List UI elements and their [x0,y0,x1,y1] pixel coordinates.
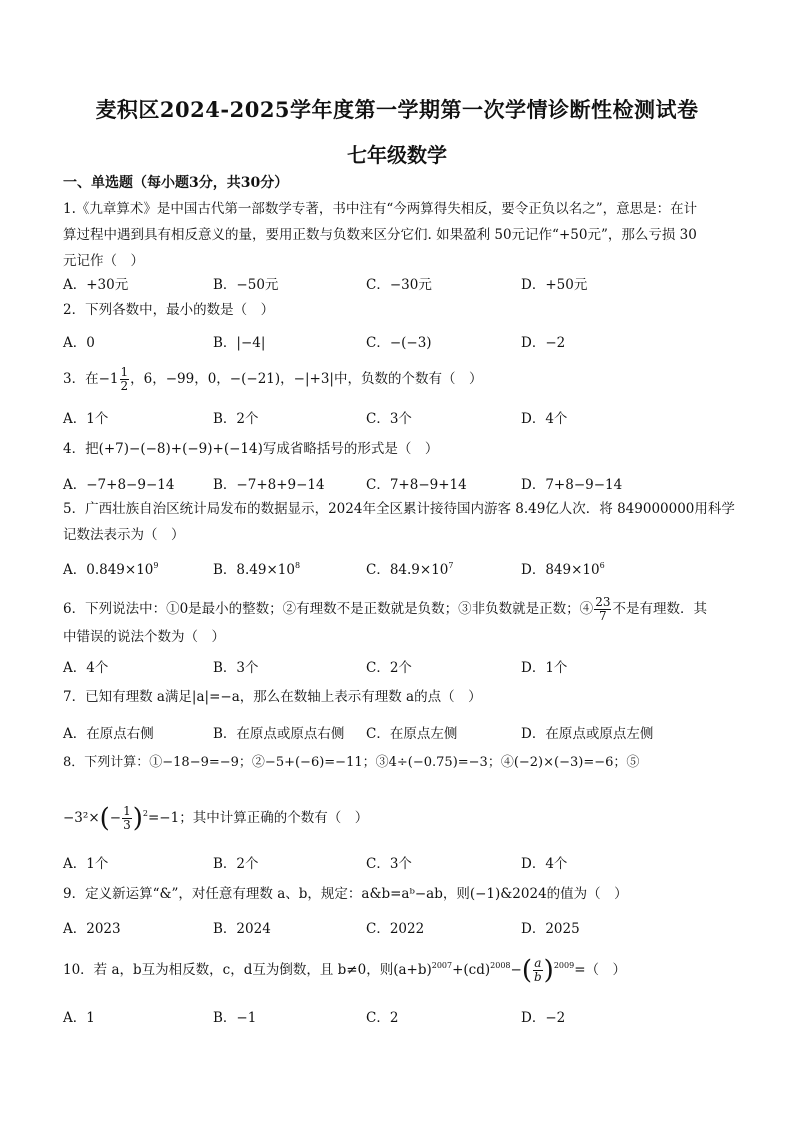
power-2: 2 [142,809,148,818]
question-6-text-post: 不是有理数．其 [612,601,707,617]
option-d[interactable]: D．−2 [521,335,566,351]
question-6-options [63,656,735,678]
option-c[interactable]: C．7+8−9+14 [366,477,467,493]
left-paren: ( [99,803,110,834]
option-c[interactable]: C．2 [366,1010,399,1026]
option-c[interactable]: C．3个 [366,856,412,872]
option-d[interactable]: D．−2 [521,1010,566,1026]
question-1-line-2: 算过程中遇到具有相反意义的量，要用正数与负数来区分它们. 如果盈利 50元记作“+50元”，那么亏损 30 [63,227,697,243]
option-a-base: A．0.849×10 [63,562,154,578]
option-a[interactable]: A．1 [63,1010,95,1026]
option-d[interactable]: D．4个 [521,856,568,872]
option-c[interactable]: C．−30元 [366,277,432,293]
option-d[interactable]: D．+50元 [521,277,588,293]
option-d-exponent: 6 [599,561,605,570]
right-paren: ) [132,803,143,834]
option-a[interactable] [63,558,158,578]
option-a[interactable]: A．1个 [63,856,109,872]
option-b[interactable]: B．−1 [213,1010,257,1026]
fraction-denominator: b [533,970,542,984]
option-a[interactable]: A．2023 [63,921,121,937]
question-5-line-1: 5．广西壮族自治区统计局发布的数据显示，2024年全区累计接待国内游客 8.49亿人次．将 849000000用科学 [63,501,735,517]
option-b[interactable]: B．|−4| [213,335,266,351]
option-c[interactable]: C．2个 [366,660,412,676]
option-b[interactable] [213,558,300,578]
question-3-prefix: 3．在 [63,371,99,387]
option-b[interactable]: B．−7+8+9−14 [213,477,325,493]
option-d-base: D．849×10 [521,562,600,578]
question-8-line-1: 8．下列计算：①−18−9=−9；②−5+(−6)=−11；③4÷(−0.75)=−3；④(−2)×(−3)=−6；⑤ [63,755,640,770]
exam-subtitle: 七年级数学 [347,143,447,167]
option-d[interactable]: D．1个 [521,660,568,676]
question-10-pre: 10．若 a，b互为相反数，c，d互为倒数，且 b≠0，则(a+b) [63,962,432,978]
question-5 [63,496,735,548]
option-c[interactable]: C．在原点左侧 [366,726,458,742]
question-6-text-pre: 6．下列说法中：①0是最小的整数；②有理数不是正数就是负数；③非负数就是正数；④ [63,601,594,617]
fraction-numerator: 1 [123,804,131,818]
option-b[interactable]: B．2个 [213,856,259,872]
question-6-line-2: 中错误的说法个数为（ ） [63,629,225,645]
question-1-line-3: 元记作（ ） [63,253,144,269]
option-d[interactable] [521,558,605,578]
question-10-minus: − [510,962,522,978]
question-8-line-2 [63,798,735,838]
question-9-options [63,917,735,939]
question-4-options [63,473,735,495]
question-10-options [63,1006,735,1028]
option-a-exponent: 9 [153,561,159,570]
option-b[interactable]: B．3个 [213,660,259,676]
fraction-denominator: 7 [599,609,607,623]
section-heading: 一、单选题（每小题3分，共30分） [63,175,289,191]
question-5-options [63,558,735,580]
question-10 [63,950,735,990]
option-a[interactable]: A．+30元 [63,277,129,293]
option-c-exponent: 7 [448,561,454,570]
question-7: 7．已知有理数 a满足|a|=−a，那么在数轴上表示有理数 a的点（ ） [63,689,482,705]
option-d[interactable]: D．2025 [521,921,580,937]
question-3-options [63,407,735,429]
fraction-numerator: a [534,956,542,970]
question-8-fraction [122,805,132,832]
minus-sign: − [109,810,122,826]
question-6 [63,592,735,648]
right-paren: ) [543,955,554,986]
option-c[interactable]: C．−(−3) [366,335,432,351]
option-b[interactable]: B．2个 [213,411,259,427]
question-1 [63,196,735,274]
exponent-2007: 2007 [431,961,453,970]
option-b[interactable]: B．在原点或原点右侧 [213,726,345,742]
question-8-options [63,852,735,874]
question-2: 2．下列各数中，最小的数是（ ） [63,302,275,318]
option-b-exponent: 8 [294,561,301,570]
option-a[interactable]: A．1个 [63,411,109,427]
left-paren: ( [521,955,532,986]
fraction-numerator: 1 [120,365,129,379]
option-b-base: B．8.49×10 [213,562,295,578]
option-b[interactable]: B．2024 [213,921,271,937]
question-10-fraction [533,957,543,984]
question-1-options [63,273,735,295]
exponent-2009: 2009 [553,961,575,970]
option-c-base: C．84.9×10 [366,562,449,578]
option-a[interactable]: A．−7+8−9−14 [63,477,175,493]
fraction-numerator: 23 [595,595,611,609]
option-a[interactable]: A．在原点右侧 [63,726,154,742]
option-a[interactable]: A．0 [63,335,95,351]
question-8-expr-pre: −3²× [63,810,100,826]
option-a[interactable]: A．4个 [63,660,109,676]
exponent-2008: 2008 [490,961,511,970]
question-9: 9．定义新运算“&”，对任意有理数 a、b，规定：a&b=aᵇ−ab，则(−1)&2024的值为（ ） [63,886,628,902]
option-b[interactable]: B．−50元 [213,277,279,293]
question-6-fraction [594,596,611,623]
option-c[interactable] [366,558,453,578]
question-10-post: =（ ） [574,962,626,978]
question-6-line-1 [63,592,735,626]
option-c[interactable]: C．3个 [366,411,412,427]
question-3-neg: −1 [98,371,119,387]
question-10-mid: +(cd) [452,962,491,978]
fraction-denominator: 3 [123,818,131,832]
option-d[interactable]: D．7+8−9−14 [521,477,623,493]
fraction-denominator: 2 [120,379,129,393]
option-d[interactable]: D．在原点或原点左侧 [521,726,654,742]
exam-title: 麦积区2024-2025学年度第一学期第一次学情诊断性检测试卷 [95,97,699,122]
question-3 [63,364,735,394]
question-7-options [63,722,735,744]
question-8-expr-post: =−1；其中计算正确的个数有（ ） [147,810,369,826]
question-3-fraction [120,366,130,393]
option-d[interactable]: D．4个 [521,411,568,427]
question-5-line-2: 记数法表示为（ ） [63,527,185,543]
question-4: 4．把(+7)−(−8)+(−9)+(−14)写成省略括号的形式是（ ） [63,441,439,457]
question-1-line-1: 1.《九章算术》是中国古代第一部数学专著，书中注有“今两算得失相反，要令正负以名之”，意思是：在计 [63,201,698,217]
option-c[interactable]: C．2022 [366,921,425,937]
question-2-options [63,331,735,353]
question-3-rest: ，6，−99，0，−(−21)，−|+3|中，负数的个数有（ ） [130,371,483,387]
